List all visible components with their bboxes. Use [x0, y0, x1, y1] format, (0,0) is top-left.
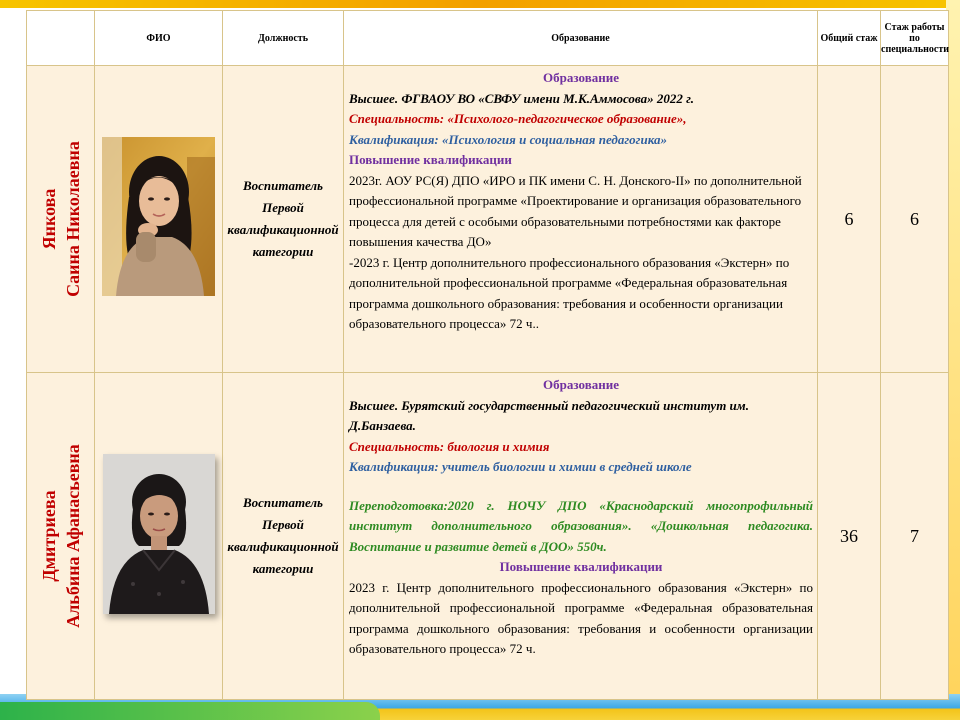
employee-given-names: Саина Николаевна [62, 141, 83, 297]
name-cell [27, 373, 95, 700]
total-experience: 6 [818, 66, 881, 373]
top-border-decoration [0, 0, 960, 8]
employee-name [37, 141, 85, 297]
total-experience: 36 [818, 373, 881, 700]
employee-name [37, 444, 85, 628]
staff-table [26, 10, 949, 700]
employee-surname: Дмитриева [38, 490, 59, 582]
photo-cell [95, 373, 223, 700]
training-title: Повышение квалификации [499, 559, 663, 574]
header-row [27, 11, 949, 66]
specialty-experience: 7 [881, 373, 949, 700]
photo-cell [95, 66, 223, 373]
training-title: Повышение квалификации [349, 152, 512, 167]
education-qualification: Квалификация: учитель биологии и химии в средней школе [349, 459, 692, 474]
position-cell: Воспитатель Первой квалификационной категории [223, 66, 344, 373]
education-cell [344, 373, 818, 700]
name-cell [27, 66, 95, 373]
specialty-experience: 6 [881, 66, 949, 373]
retraining: Переподготовка:2020 г. НОЧУ ДПО «Краснодарский многопрофильный институт дополнительного образования». «Дошкольная педагогика. Воспитание и развитие детей в ДОО» 550ч. [349, 497, 813, 554]
header-total-experience: Общий стаж [818, 11, 881, 66]
header-education: Образование [344, 11, 818, 66]
education-cell [344, 66, 818, 373]
employee-surname: Янкова [38, 188, 59, 250]
employee-photo [103, 454, 215, 614]
education-level: Высшее. Бурятский государственный педагогический институт им. Д.Банзаева. [349, 397, 749, 433]
education-specialty: Специальность: «Психолого-педагогическое образование», [349, 111, 687, 126]
training-item: -2023 г. Центр дополнительного профессионального образования «Экстерн» по дополнительной профессиональной программе «Федеральная образовательная программа дошкольного образования: требования и особенности организации образовательного процесса» 72 ч.. [349, 254, 790, 331]
education-qualification: Квалификация: «Психология и социальная педагогика» [349, 131, 667, 147]
spacer [349, 478, 813, 496]
education-title: Образование [543, 70, 619, 85]
training-item: 2023г. АОУ РС(Я) ДПО «ИРО и ПК имени С. Н. Донского-II» по дополнительной профессиональной программе «Проектирование и организация образовательного процесса для детей с особыми образовательными потребностями как факторе повышения качества ДО» [349, 172, 802, 249]
bottom-green-decoration [0, 702, 380, 720]
table-row [27, 373, 949, 700]
header-position: Должность [223, 11, 344, 66]
education-level: Высшее. ФГВАОУ ВО «СВФУ имени М.К.Аммосова» 2022 г. [349, 90, 695, 106]
table-row [27, 66, 949, 373]
header-specialty-experience: Стаж работы по специальности [881, 11, 949, 66]
header-fio: ФИО [95, 11, 223, 66]
education-title: Образование [543, 377, 619, 392]
training-item: 2023 г. Центр дополнительного профессионального образования «Экстерн» по дополнительной профессиональной программе «Федеральная образовательная программа дошкольного образования: требования и особенности организации образовательного процесса» 72 ч. [349, 579, 813, 656]
employee-photo [102, 137, 215, 296]
education-specialty: Специальность: биология и химия [349, 438, 550, 454]
header-empty [27, 11, 95, 66]
position-cell: Воспитатель Первой квалификационной категории [223, 373, 344, 700]
employee-given-names: Альбина Афанасьевна [62, 444, 83, 628]
